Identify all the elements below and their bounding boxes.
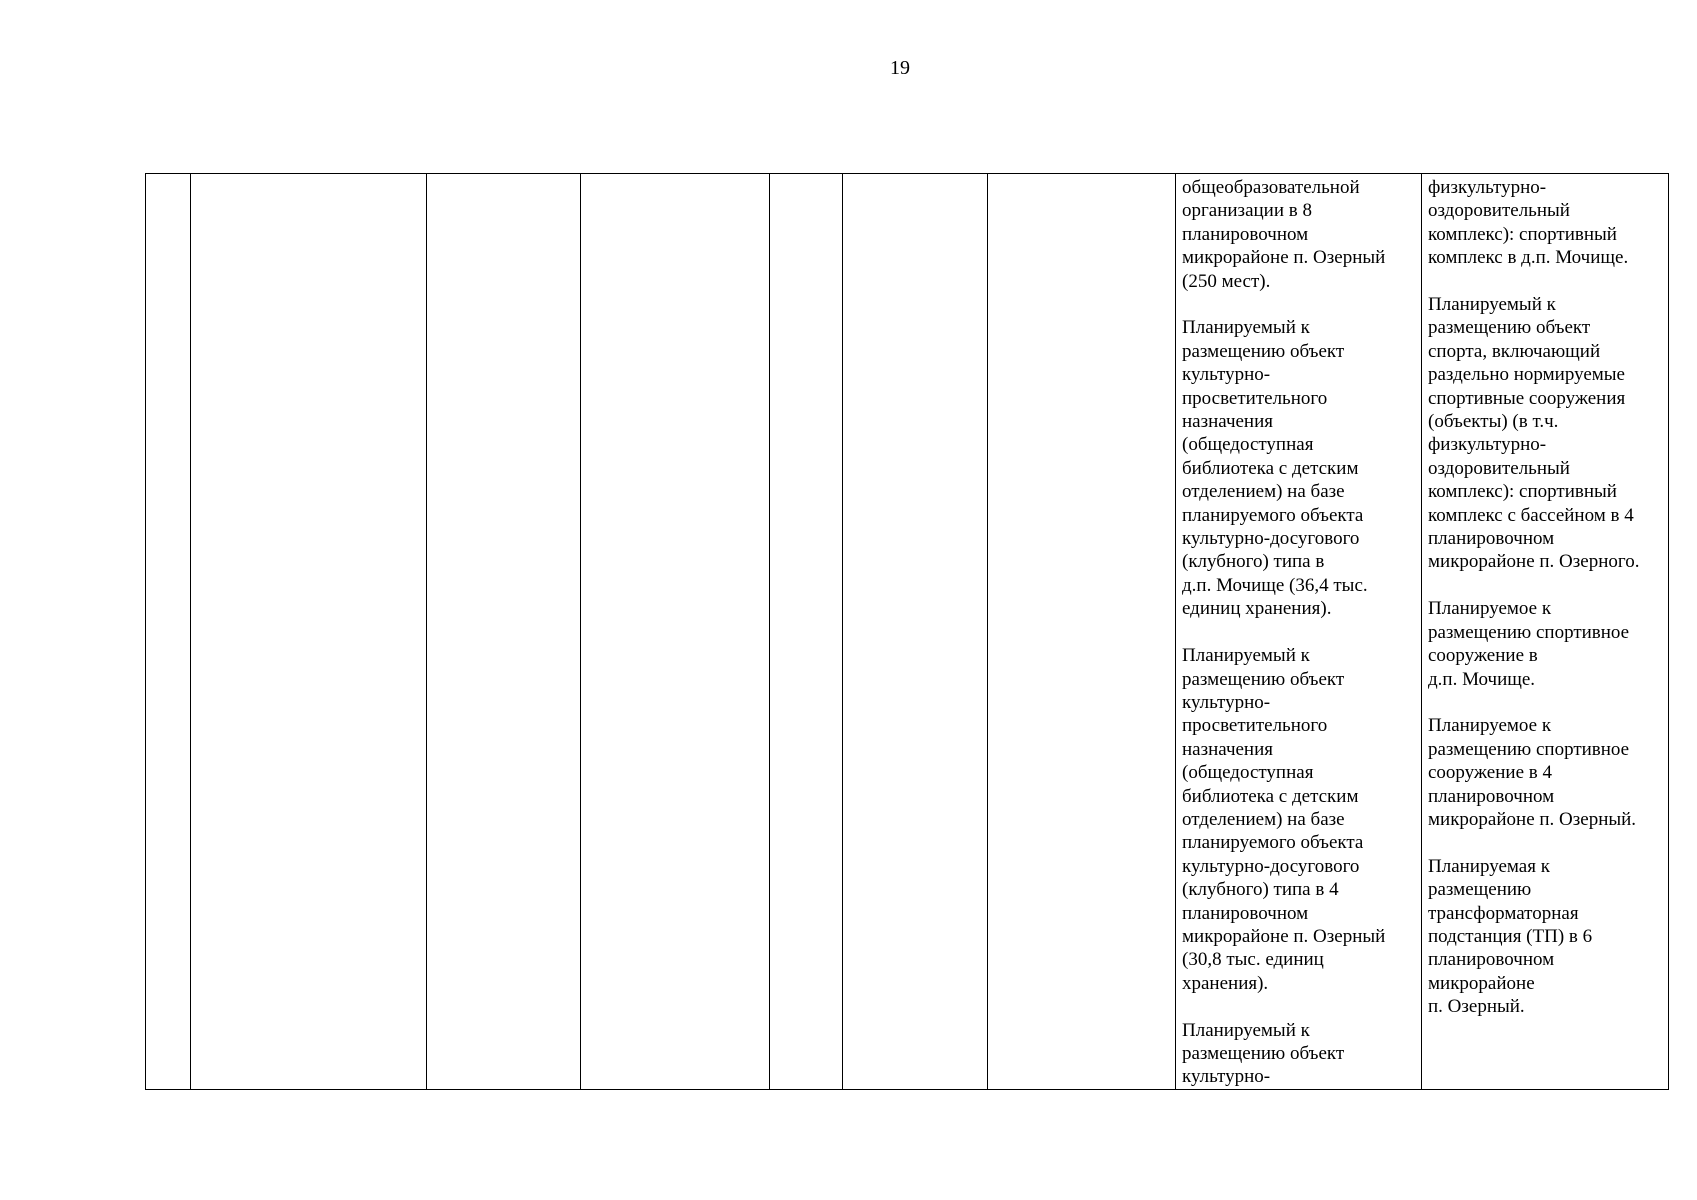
document-table (145, 173, 1669, 1090)
table-cell-planned-objects (1176, 174, 1422, 1090)
table-cell-empty (146, 174, 191, 1090)
table-cell-empty (581, 174, 770, 1090)
table-cell-empty (191, 174, 427, 1090)
cell-paragraph: Планируемый к размещению объект культурно- просветительного назначения (общедоступная библиотека с детским отделением) на базе планируемого объекта культурно-досугового (клубного) типа в 4 планировочном микрорайоне п. Озерный (30,8 тыс. единиц хранения). (1182, 645, 1386, 994)
page-number: 19 (890, 57, 910, 79)
cell-paragraph: Планируемый к размещению объект культурно- (1182, 1019, 1345, 1088)
table-cell-empty (988, 174, 1176, 1090)
table-row (146, 174, 1669, 1090)
cell-paragraph: Планируемое к размещению спортивное сооружение в д.п. Мочище. (1428, 598, 1630, 690)
cell-paragraph: Планируемая к размещению трансформаторная подстанция (ТП) в 6 планировочном микрорайоне п. Озерный. (1428, 855, 1593, 1018)
table-cell-empty (843, 174, 988, 1090)
table-cell-empty (427, 174, 581, 1090)
table-cell-empty (770, 174, 843, 1090)
cell-paragraph: Планируемый к размещению объект культурно- просветительного назначения (общедоступная библиотека с детским отделением) на базе планируемого объекта культурно-досугового (клубного) типа в д.п. Мочище (36,4 тыс. единиц хранения). (1182, 317, 1368, 620)
cell-paragraph: Планируемый к размещению объект спорта, включающий раздельно нормируемые спортивные сооружения (объекты) (в т.ч. физкультурно- оздоровительный комплекс): спортивный комплекс с бассейном в 4 планировочном микрорайоне п. Озерного. (1428, 294, 1640, 573)
cell-paragraph: общеобразовательной организации в 8 планировочном микрорайоне п. Озерный (250 мест). (1182, 177, 1386, 292)
cell-paragraph: Планируемое к размещению спортивное сооружение в 4 планировочном микрорайоне п. Озерный. (1428, 715, 1637, 830)
table-cell-planned-objects (1422, 174, 1669, 1090)
cell-paragraph: физкультурно- оздоровительный комплекс): спортивный комплекс в д.п. Мочище. (1428, 177, 1629, 269)
